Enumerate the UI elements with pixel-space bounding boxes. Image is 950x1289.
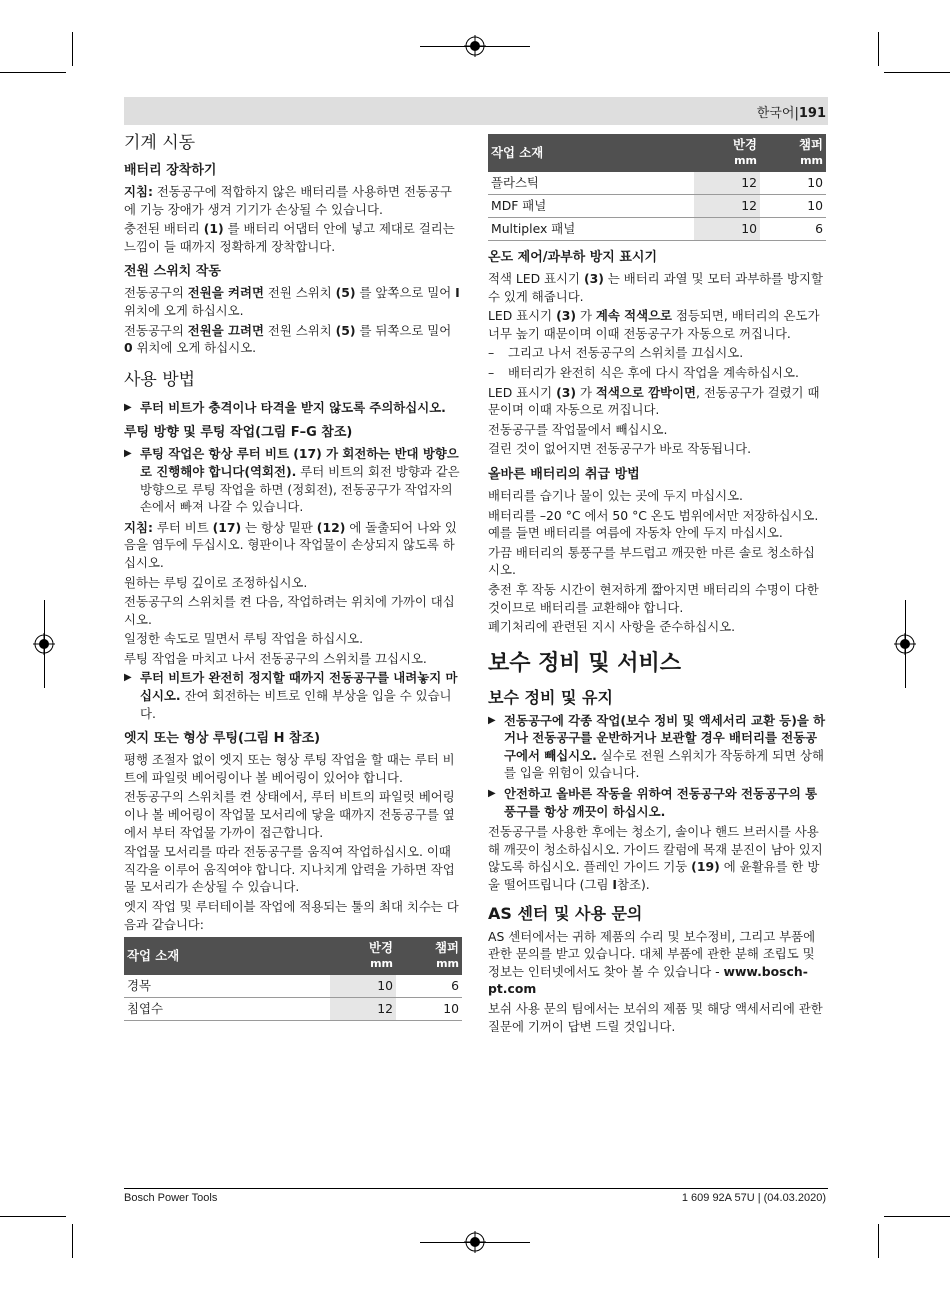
table-row: MDF 패널 12 10	[488, 195, 826, 218]
paragraph: 작업물 모서리를 따라 전동공구를 움직여 작업하십시오. 이때 직각을 이루어 움직여야 합니다. 지나치게 압력을 가하면 작업물 모서리가 손상될 수 있습니다.	[124, 844, 455, 895]
footer-doc-code: 1 609 92A 57U | (04.03.2020)	[681, 1192, 826, 1204]
paragraph: 가끔 배터리의 통풍구를 부드럽고 깨끗한 마른 솔로 청소하십시오.	[488, 544, 815, 578]
dash-item: – 그리고 나서 전동공구의 스위치를 끄십시오.	[488, 345, 744, 361]
footer-brand: Bosch Power Tools	[124, 1192, 218, 1204]
triangle-bullet-icon: ▶	[488, 714, 496, 726]
table-row: 플라스틱 12 10	[488, 172, 826, 195]
crop-mark	[0, 72, 66, 73]
header-separator: |	[794, 106, 799, 121]
crop-mark	[878, 32, 879, 66]
header-band	[124, 97, 828, 125]
paragraph: 원하는 루팅 깊이로 조정하십시오.	[124, 574, 308, 590]
triangle-bullet-icon: ▶	[124, 401, 132, 413]
header-language: 한국어	[756, 106, 795, 121]
crop-mark	[878, 1224, 879, 1258]
paragraph: 적색 LED 표시기 (3) 는 배터리 과열 및 모터 과부하를 방지할 수 있게 해줍니다.	[488, 271, 823, 304]
paragraph: 전동공구의 전원을 켜려면 전원 스위치 (5) 를 앞쪽으로 밀어 I 위치에 오게 하십시오.	[124, 285, 460, 318]
registration-mark-icon	[33, 633, 55, 655]
website-link[interactable]: www.bosch-pt.com	[488, 963, 808, 997]
warning-bullet: ▶ 루팅 작업은 항상 루터 비트 (17) 가 회전하는 반대 방향으로 진행해야 합니다(역회전). 루터 비트의 회전 방향과 같은 방향으로 루팅 작업을 하면 (정회전), 전동공구가 작업자의 손에서 빠져 나갈 수 있습니다.	[124, 446, 460, 515]
paragraph: 전동공구를 작업물에서 빼십시오.	[488, 421, 668, 437]
registration-mark-icon	[894, 633, 916, 655]
table-row: 경목 10 6	[124, 975, 462, 998]
warning-bullet: ▶ 루터 비트가 충격이나 타격을 받지 않도록 주의하십시오.	[124, 399, 446, 415]
warning-bullet: ▶ 루터 비트가 완전히 정지할 때까지 전동공구를 내려놓지 마십시오. 잔여 회전하는 비트로 인해 부상을 입을 수 있습니다.	[124, 670, 458, 721]
registration-mark-icon	[464, 1231, 486, 1253]
table-header-radius: 반경 mm	[694, 134, 760, 172]
section-title-machine-start: 기계 시동	[124, 133, 196, 153]
table-header-material: 작업 소재	[488, 134, 694, 172]
subsection-title-maintenance-care: 보수 정비 및 유지	[488, 687, 613, 707]
paragraph: 전동공구의 스위치를 켠 상태에서, 루터 비트의 파일럿 베어링이나 볼 베어링이 작업물 모서리에 닿을 때까지 전동공구를 옆에서 부터 작업물 가까이 접근합니다.	[124, 789, 455, 840]
paragraph: 루팅 작업을 마치고 나서 전동공구의 스위치를 끄십시오.	[124, 650, 427, 666]
subsection-title-service-center: AS 센터 및 사용 문의	[488, 903, 643, 923]
crop-mark	[884, 1216, 950, 1217]
page-header	[757, 102, 826, 121]
paragraph: 충전 후 작동 시간이 현저하게 짧아지면 배터리의 수명이 다한 것이므로 배터리를 교환해야 합니다.	[488, 581, 819, 615]
paragraph: 평행 조절자 없이 엣지 또는 형상 루팅 작업을 할 때는 루터 비트에 파일럿 베어링이나 볼 베어링이 있어야 합니다.	[124, 752, 455, 785]
left-column	[124, 132, 462, 1027]
triangle-bullet-icon: ▶	[124, 448, 132, 460]
subsection-title-temperature: 온도 제어/과부하 방지 표시기	[488, 250, 658, 265]
warning-bullet: ▶ 전동공구에 각종 작업(보수 정비 및 액세서리 교환 등)을 하거나 전동공구를 운반하거나 보관할 경우 배터리를 전동공구에서 빼십시오. 실수로 전원 스위치가 작동하게 되면 상해를 입을 위험이 있습니다.	[488, 712, 826, 781]
table-row: 침엽수 12 10	[124, 998, 462, 1021]
paragraph: 배터리를 –20 °C 에서 50 °C 온도 범위에서만 저장하십시오. 예를 들면 배터리를 여름에 자동차 안에 두지 마십시오.	[488, 507, 819, 541]
paragraph: LED 표시기 (3) 가 적색으로 깜박이면, 전동공구가 걸렸기 때문이며 이때 자동으로 꺼집니다.	[488, 384, 820, 418]
subsection-title-battery: 배터리 장착하기	[124, 163, 217, 178]
section-title-maintenance: 보수 정비 및 서비스	[488, 650, 681, 676]
paragraph: 전동공구를 사용한 후에는 청소기, 솔이나 핸드 브러시를 사용해 깨끗이 청소하십시오. 가이드 칼럼에 목재 분진이 남아 있지 않도록 하십시오. 플레인 가이드 기둥 (19) 에 윤활유를 한 방울 떨어뜨립니다 (그림 I참조).	[488, 824, 823, 893]
paragraph: AS 센터에서는 귀하 제품의 수리 및 보수정비, 그리고 부품에 관한 문의를 받고 있습니다. 대체 부품에 관한 분해 조립도 및 정보는 인터넷에서도 찾아 볼 수 있습니다 - www.bosch-pt.com	[488, 928, 816, 997]
paragraph: 전동공구의 스위치를 켠 다음, 작업하려는 위치에 가까이 대십시오.	[124, 594, 455, 627]
paragraph: 보쉬 사용 문의 팀에서는 보쉬의 제품 및 해당 액세서리에 관한 질문에 기꺼이 답변 드릴 것입니다.	[488, 1001, 823, 1034]
paragraph: 충전된 배터리 (1) 를 배터리 어댑터 안에 넣고 제대로 걸리는 느낌이 들 때까지 정확하게 장착합니다.	[124, 221, 455, 254]
paragraph: 배터리를 습기나 물이 있는 곳에 두지 마십시오.	[488, 487, 743, 503]
section-title-usage: 사용 방법	[124, 369, 196, 390]
subsection-title-battery-handling: 올바른 배터리의 취급 방법	[488, 466, 640, 482]
crop-mark	[72, 1224, 73, 1258]
crop-mark	[72, 32, 73, 66]
warning-bullet: ▶ 안전하고 올바른 작동을 위하여 전동공구와 전동공구의 통풍구를 항상 깨끗이 하십시오.	[488, 786, 818, 819]
subsection-title-routing-direction: 루팅 방향 및 루팅 작업(그림 F–G 참조)	[124, 425, 353, 441]
paragraph: 엣지 작업 및 루터테이블 작업에 적용되는 툴의 최대 치수는 다음과 같습니다:	[124, 899, 459, 932]
table-row: Multiplex 패널 10 6	[488, 218, 826, 241]
table-header-radius: 반경 mm	[330, 937, 396, 975]
paragraph: 전동공구의 전원을 끄려면 전원 스위치 (5) 를 뒤쪽으로 밀어 0 위치에 오게 하십시오.	[124, 322, 452, 356]
registration-mark-icon	[464, 35, 486, 57]
crop-mark	[884, 72, 950, 73]
paragraph: 일정한 속도로 밀면서 루팅 작업을 하십시오.	[124, 631, 364, 647]
triangle-bullet-icon: ▶	[124, 672, 132, 684]
paragraph: 걸린 것이 없어지면 전동공구가 바로 작동됩니다.	[488, 441, 752, 457]
page-number: 191	[798, 106, 826, 121]
table-header-chamfer: 챔퍼 mm	[396, 937, 462, 975]
triangle-bullet-icon: ▶	[488, 788, 496, 800]
footer-rule	[124, 1188, 828, 1189]
subsection-title-switch: 전원 스위치 작동	[124, 264, 221, 280]
right-column	[488, 132, 826, 1037]
table-header-chamfer: 챔퍼 mm	[760, 134, 826, 172]
paragraph: 폐기처리에 관련된 지시 사항을 준수하십시오.	[488, 619, 736, 635]
paragraph: LED 표시기 (3) 가 계속 적색으로 점등되면, 배터리의 온도가 너무 높기 때문이며 이때 전동공구가 자동으로 꺼집니다.	[488, 308, 820, 341]
tool-size-table-continued	[488, 134, 826, 241]
note-paragraph: 지침: 전동공구에 적합하지 않은 배터리를 사용하면 전동공구에 기능 장애가 생겨 기기가 손상될 수 있습니다.	[124, 184, 452, 217]
note-paragraph: 지침: 루터 비트 (17) 는 항상 밑판 (12) 에 돌출되어 나와 있음을 염두에 두십시오. 형판이나 작업물이 손상되지 않도록 하십시오.	[124, 519, 457, 570]
subsection-title-edge-routing: 엣지 또는 형상 루팅(그림 H 참조)	[124, 731, 321, 747]
table-header-material: 작업 소재	[124, 937, 330, 975]
dash-item: – 배터리가 완전히 식은 후에 다시 작업을 계속하십시오.	[488, 364, 799, 380]
crop-mark	[0, 1216, 66, 1217]
tool-size-table	[124, 937, 462, 1021]
